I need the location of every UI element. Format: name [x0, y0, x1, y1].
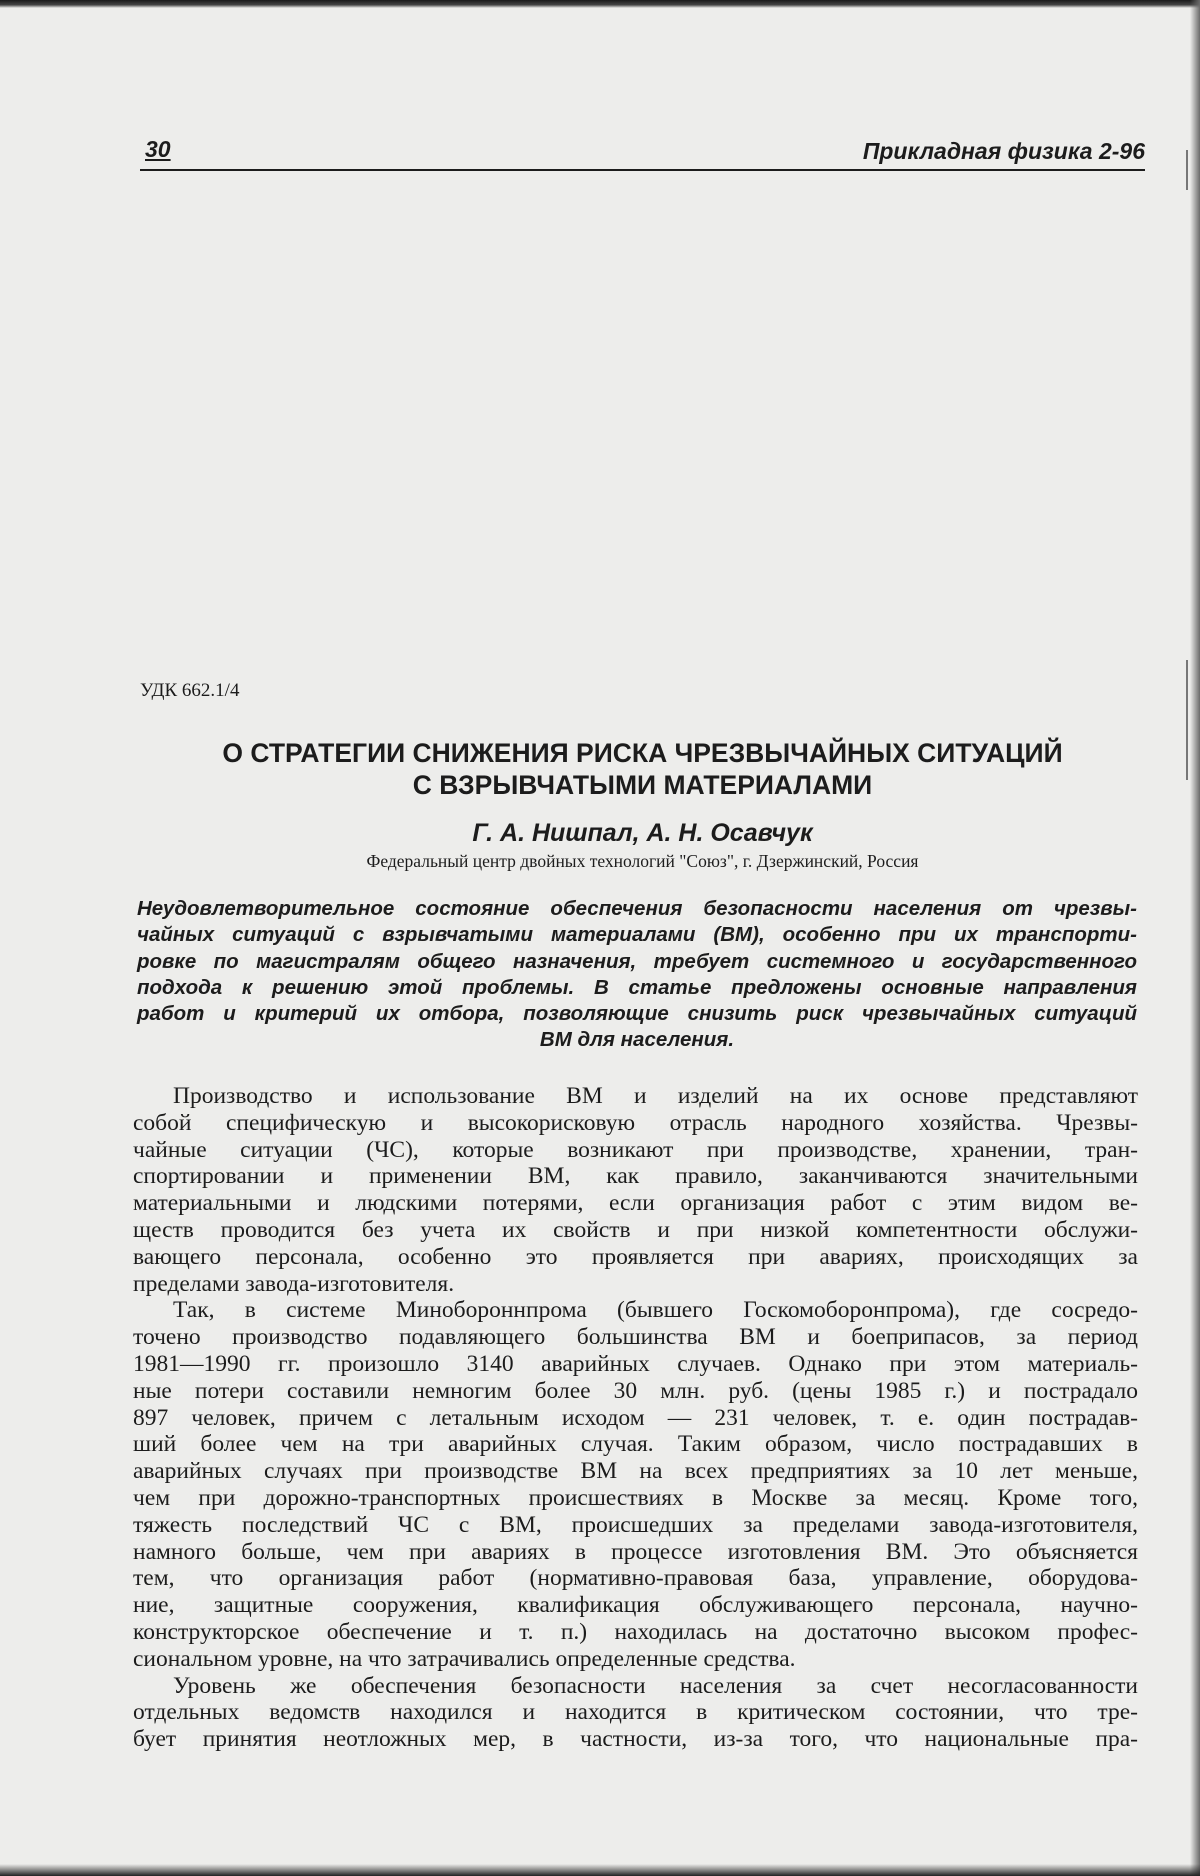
body-line: Производство и использование ВМ и изделий на их основе представляют: [173, 1083, 1138, 1109]
running-head: [140, 125, 1145, 171]
body-line: 1981—1990 гг. произошло 3140 аварийных случаев. Однако при этом материаль-: [133, 1350, 1138, 1377]
body-line: собой специфическую и высокорисковую отрасль народного хозяйства. Чрезвы-: [133, 1109, 1138, 1136]
body-line: материальными и людскими потерями, если организация работ с этим видом ве-: [133, 1190, 1138, 1217]
page-number: 30: [145, 136, 171, 162]
body-line: ние, защитные сооружения, квалификация обслуживающего персонала, научно-: [133, 1592, 1138, 1619]
body-line: ные потери составили немногим более 30 млн. руб. (цены 1985 г.) и пострадало: [133, 1377, 1138, 1404]
scan-edge-top: [0, 0, 1200, 8]
body-line: спортировании и применении ВМ, как правило, заканчиваются значительными: [133, 1163, 1138, 1190]
abstract-line: работ и критерий их отбора, позволяющие снизить риск чрезвычайных ситуаций: [137, 1002, 1137, 1026]
body-line: ществ проводится без учета их свойств и при низкой компетентности обслужи-: [133, 1216, 1138, 1243]
udk-code: УДК 662.1/4: [140, 680, 240, 701]
body-line: Так, в системе Минобороннпрома (бывшего Госкомоборонпрома), где сосредо-: [173, 1297, 1138, 1324]
title-line: О СТРАТЕГИИ СНИЖЕНИЯ РИСКА ЧРЕЗВЫЧАЙНЫХ СИТУАЦИЙ: [222, 738, 1063, 768]
body-line: 897 человек, причем с летальным исходом — 231 человек, т. е. один пострадав-: [133, 1404, 1138, 1431]
body-line: пределами завода-изготовителя.: [133, 1270, 455, 1297]
abstract-line: подхода к решению этой проблемы. В статье предложены основные направления: [137, 975, 1137, 999]
body-line: тяжесть последствий ЧС с ВМ, происшедших за пределами завода-изготовителя,: [133, 1511, 1138, 1538]
body-line: тем, что организация работ (нормативно-правовая база, управление, оборудова-: [133, 1565, 1138, 1592]
body-line: аварийных случаях при производстве ВМ на всех предприятиях за 10 лет меньше,: [133, 1458, 1138, 1485]
authors: Г. А. Нишпал, А. Н. Осавчук: [472, 819, 813, 847]
abstract-line: чайных ситуаций с взрывчатыми материалами (ВМ), особенно при их транспорти-: [137, 923, 1137, 947]
body-line: чем при дорожно-транспортных происшествиях в Москве за месяц. Кроме того,: [133, 1484, 1138, 1511]
body-line: бует принятия неотложных мер, в частности, из-за того, что национальные пра-: [133, 1726, 1138, 1753]
body-line: ший более чем на три аварийных случая. Таким образом, число пострадавших в: [133, 1431, 1138, 1458]
body-line: намного больше, чем при авариях в процессе изготовления ВМ. Это объясняется: [133, 1538, 1138, 1565]
scan-edge-bottom: [0, 1864, 1200, 1876]
body-line: точено производство подавляющего большинства ВМ и боеприпасов, за период: [133, 1324, 1138, 1351]
body-line: отдельных ведомств находился и находится в критическом состоянии, что тре-: [133, 1699, 1138, 1726]
affiliation: Федеральный центр двойных технологий "Союз", г. Дзержинский, Россия: [366, 851, 919, 871]
body-line: вающего персонала, особенно это проявляется при авариях, происходящих за: [133, 1243, 1138, 1270]
scan-margin-mark: [1186, 660, 1188, 780]
journal-name: Прикладная физика 2-96: [862, 138, 1145, 164]
abstract: [137, 896, 1137, 1054]
article-title: [140, 737, 1145, 801]
scan-edge-right: [1190, 0, 1200, 1876]
body-line: сиональном уровне, на что затрачивались определенные средства.: [133, 1645, 796, 1672]
abstract-line: ровке по магистралям общего назначения, требует системного и государственного: [137, 949, 1137, 973]
abstract-line: ВМ для населения.: [539, 1028, 735, 1052]
abstract-line: Неудовлетворительное состояние обеспечения безопасности населения от чрезвы-: [137, 897, 1137, 920]
body-text: [133, 1083, 1138, 1753]
body-line: конструкторское обеспечение и т. п.) находилась на достаточно высоком профес-: [133, 1618, 1138, 1645]
scan-margin-mark: [1186, 150, 1188, 190]
title-line: С ВЗРЫВЧАТЫМИ МАТЕРИАЛАМИ: [412, 770, 873, 800]
body-line: Уровень же обеспечения безопасности населения за счет несогласованности: [173, 1672, 1138, 1699]
body-line: чайные ситуации (ЧС), которые возникают при производстве, хранении, тран-: [133, 1136, 1138, 1163]
